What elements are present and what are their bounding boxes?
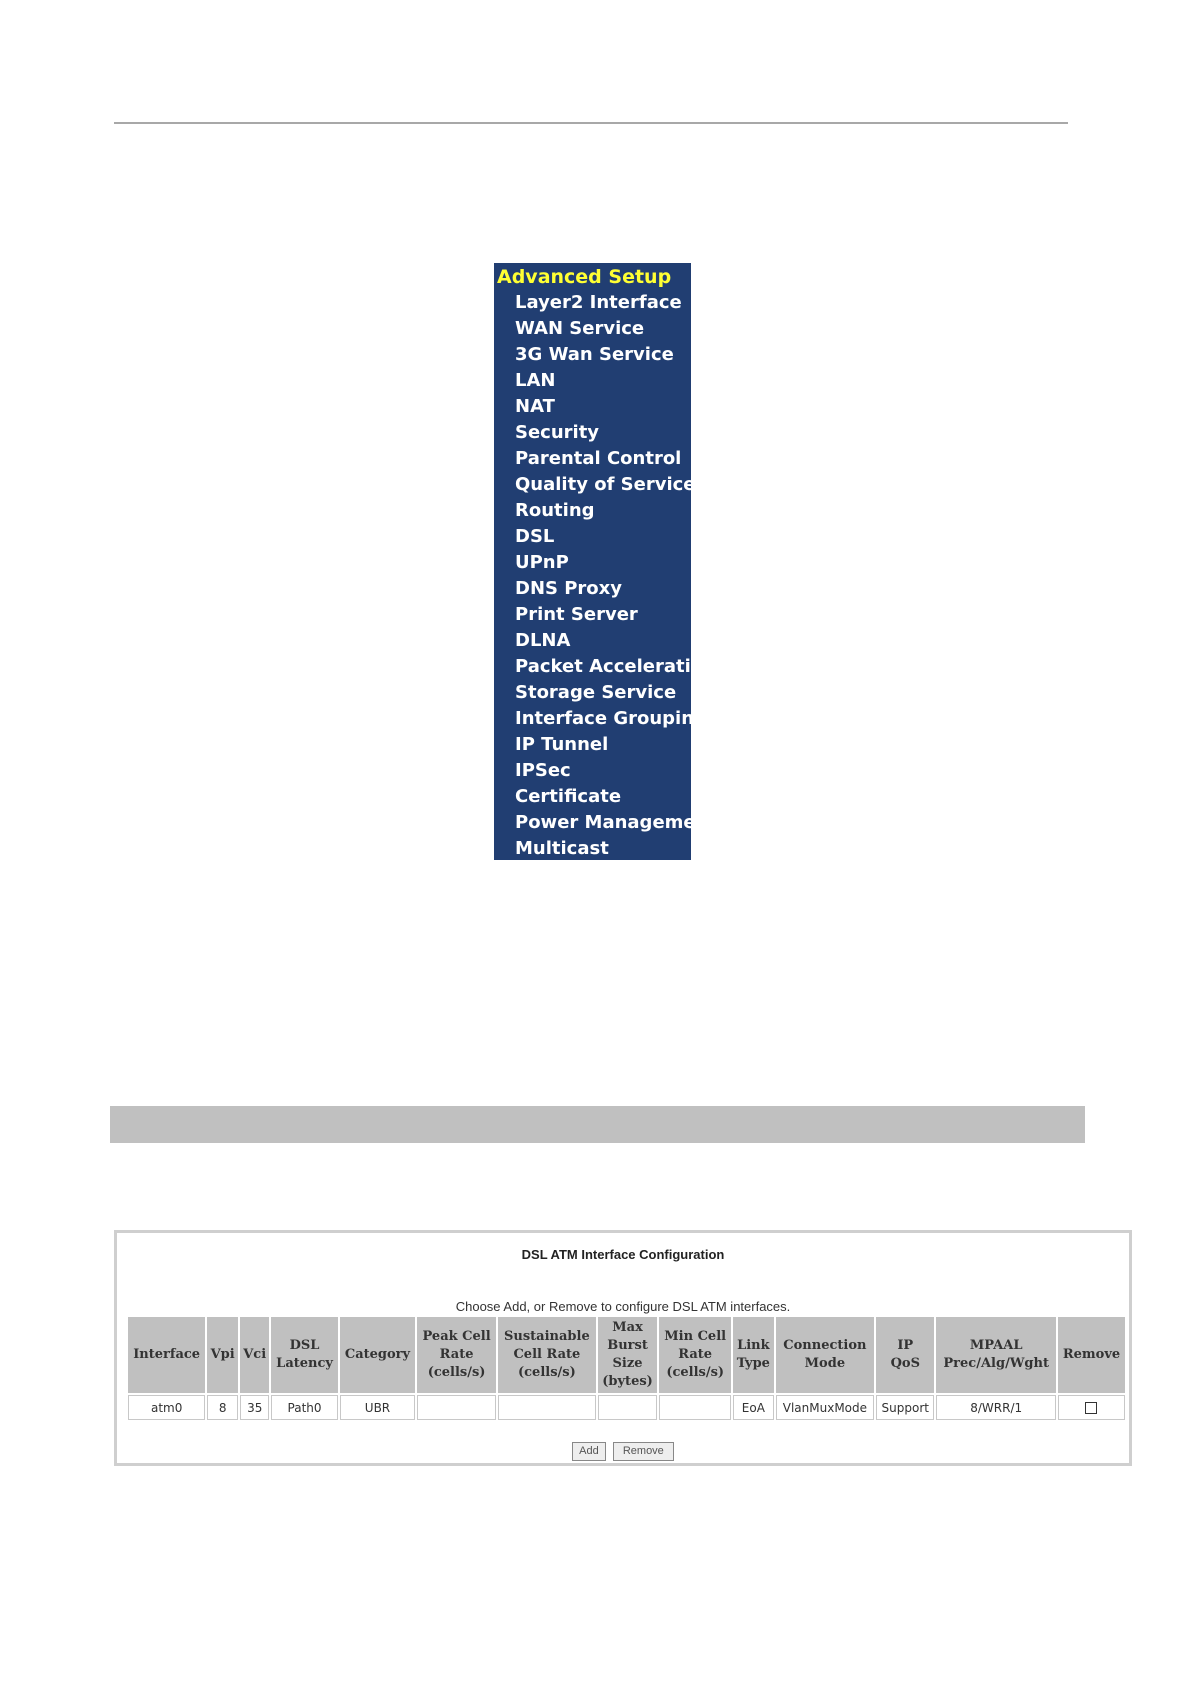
col-max-burst-size-line: (bytes): [602, 1374, 653, 1389]
col-peak-cell-rate-line: (cells/s): [427, 1365, 486, 1380]
col-link-type-line: Type: [736, 1356, 770, 1371]
menu-item-wan-service[interactable]: WAN Service: [515, 318, 645, 339]
atm-interface-table: [126, 1315, 1127, 1422]
menu-item-power-management[interactable]: Power Management: [515, 812, 718, 833]
col-min-cell-rate: [659, 1317, 731, 1393]
col-min-cell-rate-line: (cells/s): [666, 1365, 725, 1380]
col-peak-cell-rate-line: Peak Cell: [422, 1329, 491, 1344]
col-max-burst-size-line: Size: [612, 1356, 643, 1371]
col-ip-qos-line: QoS: [890, 1356, 920, 1371]
cell-category: UBR: [340, 1395, 416, 1420]
col-vpi: Vpi: [207, 1317, 238, 1393]
col-connection-mode-line: Connection: [783, 1338, 867, 1353]
cell-vpi: 8: [207, 1395, 238, 1420]
menu-item-3g-wan-service[interactable]: 3G Wan Service: [515, 344, 674, 365]
col-sustainable-cell-rate-line: Sustainable: [504, 1329, 590, 1344]
menu-item-parental-control[interactable]: Parental Control: [515, 448, 682, 469]
menu-item-security[interactable]: Security: [515, 422, 600, 443]
col-sustainable-cell-rate-line: (cells/s): [517, 1365, 576, 1380]
menu-item-print-server[interactable]: Print Server: [515, 604, 638, 625]
cell-link-type: EoA: [733, 1395, 774, 1420]
col-min-cell-rate-line: Min Cell: [664, 1329, 727, 1344]
menu-item-interface-grouping[interactable]: Interface Grouping: [515, 708, 707, 729]
table-header-row: [128, 1317, 1125, 1393]
cell-remove: [1058, 1395, 1125, 1420]
menu-item-lan[interactable]: LAN: [515, 370, 556, 391]
col-ip-qos: [876, 1317, 934, 1393]
col-min-cell-rate-line: Rate: [678, 1347, 713, 1362]
col-connection-mode: [776, 1317, 874, 1393]
top-divider: [114, 122, 1068, 124]
menu-item-packet-acceleration[interactable]: Packet Acceleration: [515, 656, 716, 677]
remove-checkbox[interactable]: [1085, 1402, 1097, 1414]
col-mpaal: [936, 1317, 1056, 1393]
col-mpaal-line: MPAAL: [969, 1338, 1023, 1353]
menu-title[interactable]: Advanced Setup: [497, 266, 672, 288]
col-max-burst-size-line: Burst: [607, 1338, 648, 1353]
menu-item-multicast[interactable]: Multicast: [515, 838, 609, 859]
menu-item-nat[interactable]: NAT: [515, 396, 555, 417]
col-ip-qos-line: IP: [897, 1338, 914, 1353]
col-vci: Vci: [240, 1317, 269, 1393]
menu-item-layer2-interface[interactable]: Layer2 Interface: [515, 292, 682, 313]
col-connection-mode-line: Mode: [804, 1356, 846, 1371]
col-max-burst-size: [598, 1317, 658, 1393]
section-header-bar: [110, 1106, 1085, 1143]
cell-peak-cell-rate: [417, 1395, 496, 1420]
menu-item-dsl[interactable]: DSL: [515, 526, 555, 547]
cell-dsl-latency: Path0: [271, 1395, 337, 1420]
col-remove: Remove: [1058, 1317, 1125, 1393]
col-interface: Interface: [128, 1317, 205, 1393]
col-link-type: [733, 1317, 774, 1393]
col-category: Category: [340, 1317, 416, 1393]
menu-item-dns-proxy[interactable]: DNS Proxy: [515, 578, 623, 599]
col-sustainable-cell-rate-line: Cell Rate: [513, 1347, 581, 1362]
cell-vci: 35: [240, 1395, 269, 1420]
menu-item-routing[interactable]: Routing: [515, 500, 595, 521]
remove-button[interactable]: Remove: [613, 1442, 674, 1461]
button-row: [117, 1439, 1129, 1461]
menu-item-dlna[interactable]: DLNA: [515, 630, 571, 651]
menu-item-ipsec[interactable]: IPSec: [515, 760, 571, 781]
cell-mpaal: 8/WRR/1: [936, 1395, 1056, 1420]
col-peak-cell-rate-line: Rate: [439, 1347, 474, 1362]
col-link-type-line: Link: [737, 1338, 770, 1353]
cell-sustainable-cell-rate: [498, 1395, 596, 1420]
cell-max-burst-size: [598, 1395, 658, 1420]
col-dsl-latency: [271, 1317, 337, 1393]
menu-item-certificate[interactable]: Certificate: [515, 786, 622, 807]
cell-ip-qos: Support: [876, 1395, 934, 1420]
table-row: [128, 1395, 1125, 1420]
cell-interface: atm0: [128, 1395, 205, 1420]
menu-item-quality-of-service[interactable]: Quality of Service: [515, 474, 696, 495]
col-mpaal-line: Prec/Alg/Wght: [943, 1356, 1049, 1371]
add-button[interactable]: Add: [572, 1442, 606, 1461]
col-dsl-latency-line: Latency: [276, 1356, 333, 1371]
menu-item-upnp[interactable]: UPnP: [515, 552, 569, 573]
col-sustainable-cell-rate: [498, 1317, 596, 1393]
menu-item-storage-service[interactable]: Storage Service: [515, 682, 677, 703]
panel-description: Choose Add, or Remove to configure DSL ATM interfaces.: [455, 1299, 791, 1314]
cell-min-cell-rate: [659, 1395, 731, 1420]
menu-items: [515, 290, 717, 862]
col-max-burst-size-line: Max: [612, 1320, 643, 1335]
advanced-setup-menu: [494, 263, 718, 860]
menu-item-ip-tunnel[interactable]: IP Tunnel: [515, 734, 609, 755]
dsl-atm-config-panel: [114, 1230, 1132, 1466]
col-peak-cell-rate: [417, 1317, 496, 1393]
panel-title: DSL ATM Interface Configuration: [521, 1247, 725, 1262]
cell-connection-mode: VlanMuxMode: [776, 1395, 874, 1420]
col-dsl-latency-line: DSL: [289, 1338, 320, 1353]
